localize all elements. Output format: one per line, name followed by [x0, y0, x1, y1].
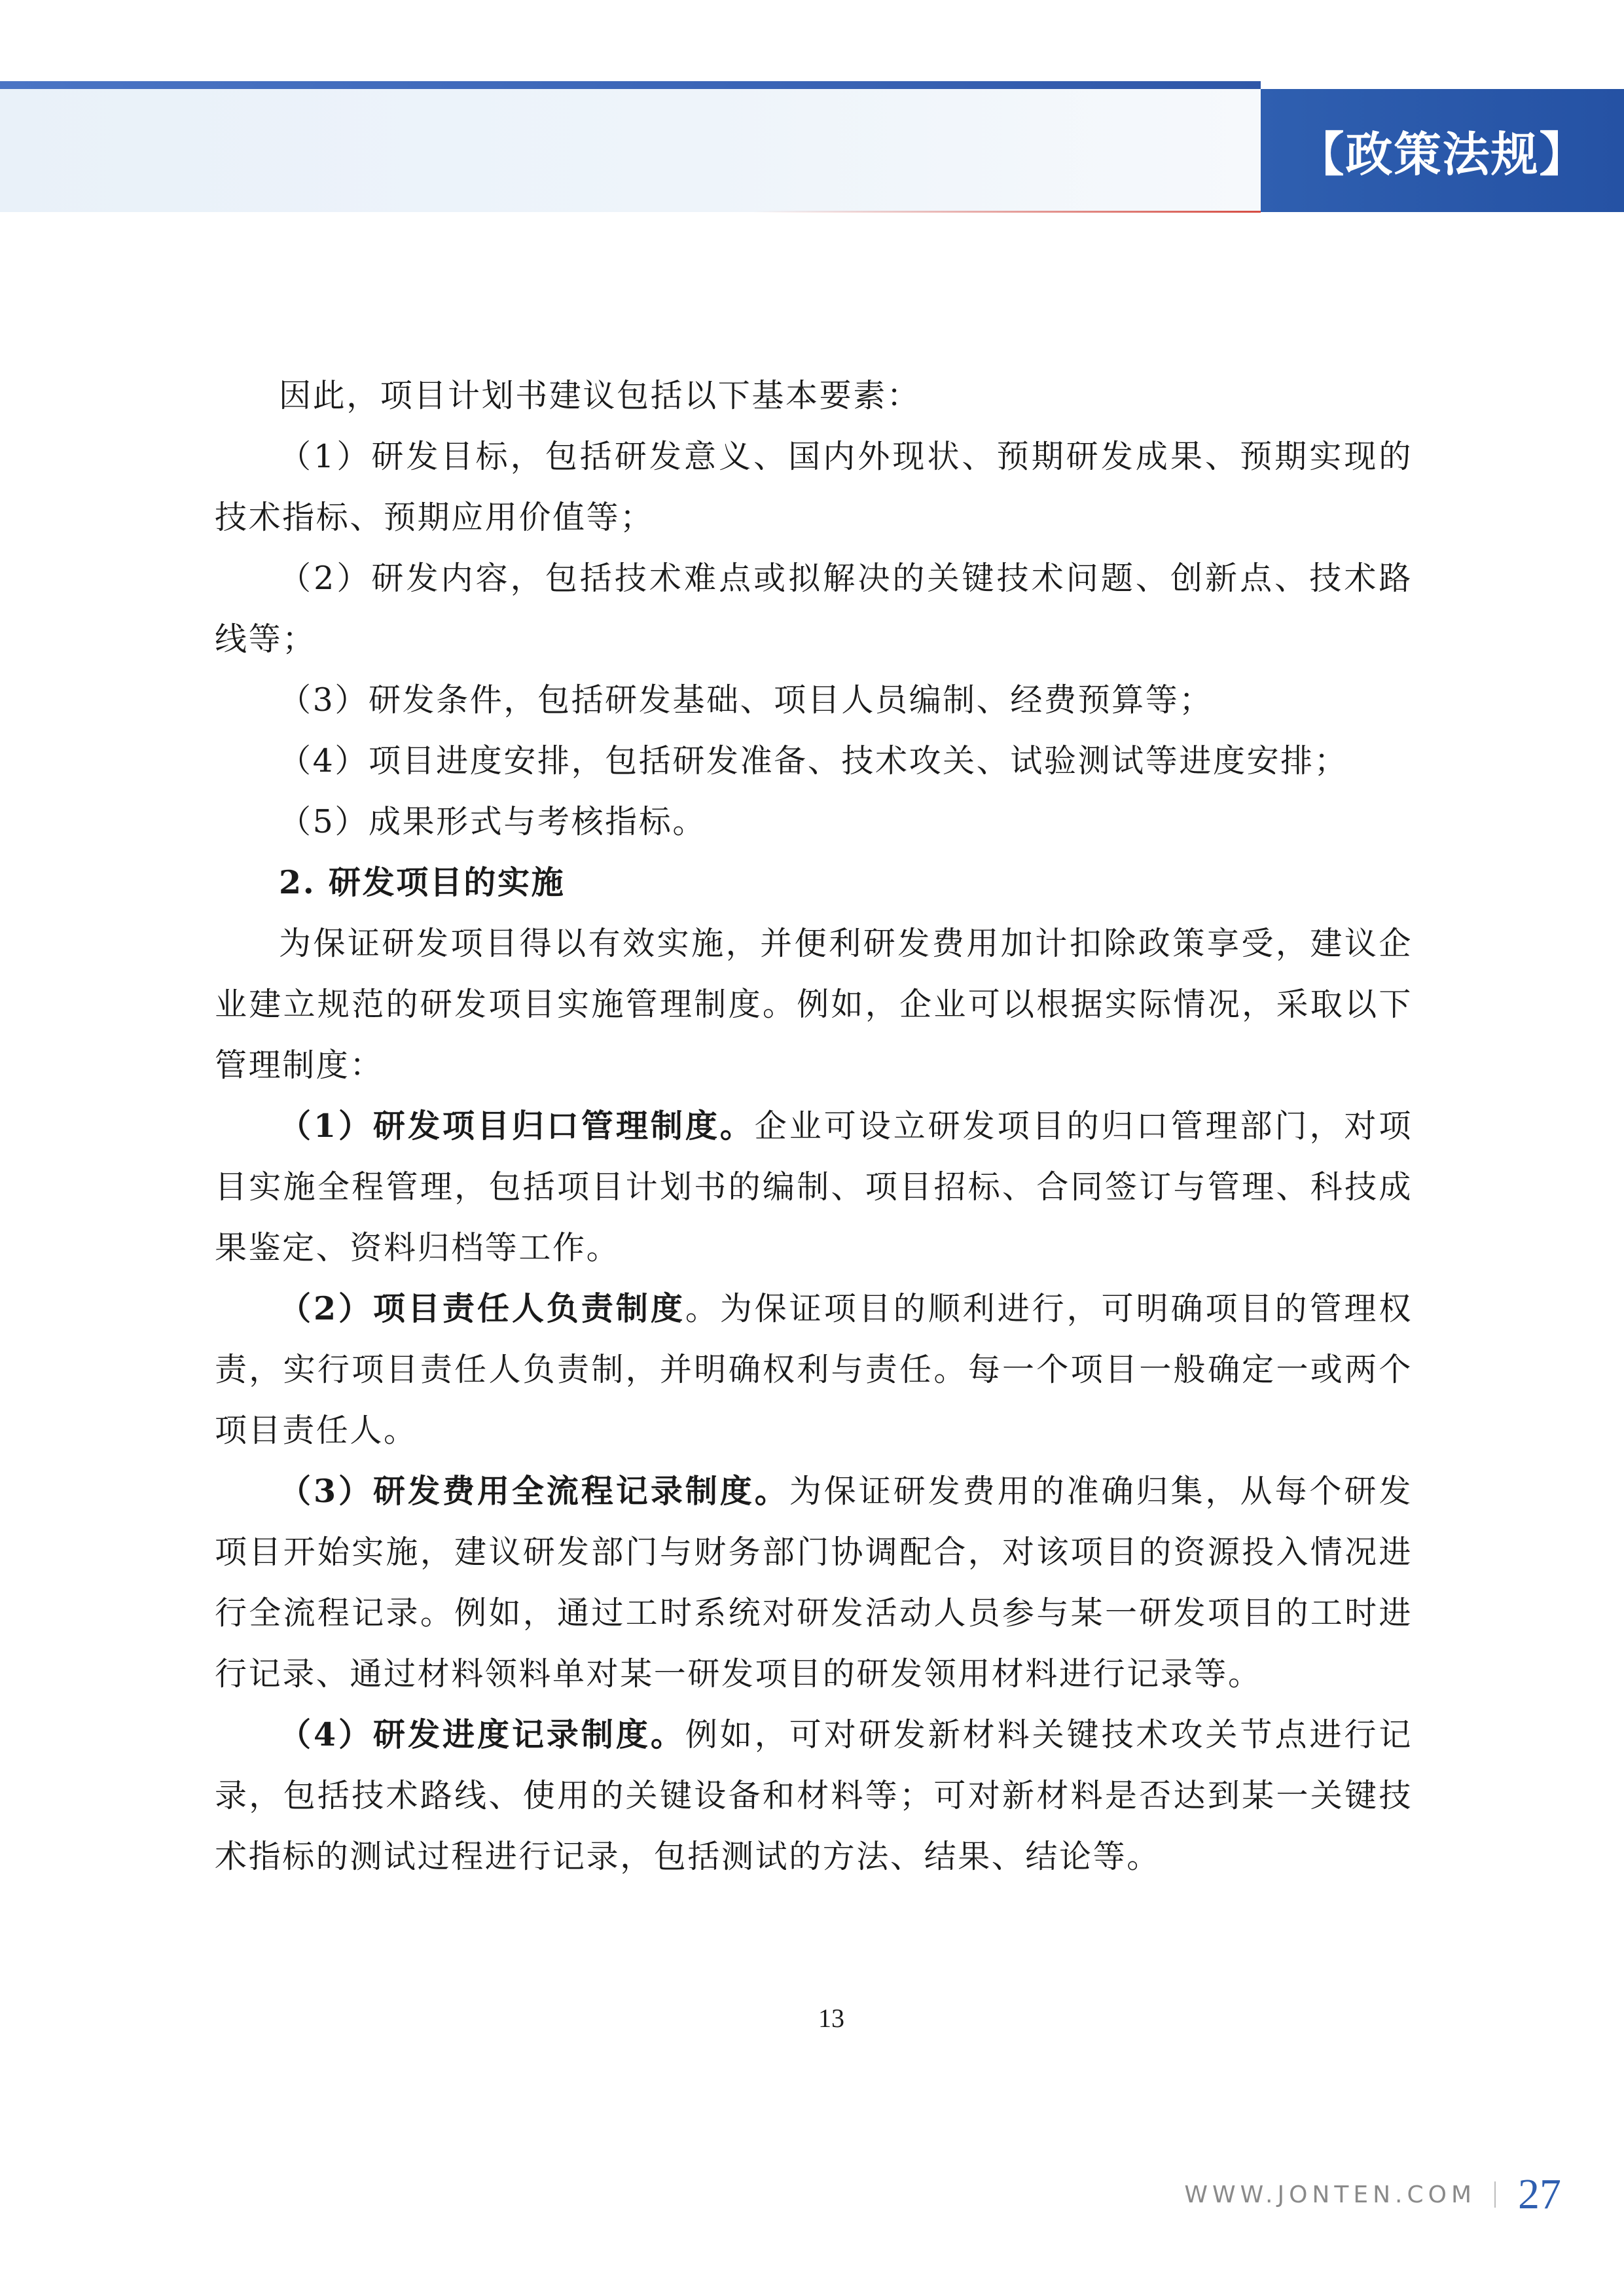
section-intro-paragraph: 为保证研发项目得以有效实施，并便利研发费用加计扣除政策享受，建议企业建立规范的研发项目实施管理制度。例如，企业可以根据实际情况，采取以下管理制度：	[215, 925, 1413, 1084]
requirement-item: （1）研发目标，包括研发意义、国内外现状、预期研发成果、预期实现的技术指标、预期应用价值等；	[215, 438, 1413, 536]
header-top-line	[0, 81, 1261, 89]
system-paragraph	[215, 1704, 1413, 1887]
system-title: （2）项目责任人负责制度	[279, 1289, 685, 1327]
page-footer	[1184, 2165, 1561, 2224]
website-link[interactable]: WWW.JONTEN.COM	[1184, 2181, 1476, 2208]
intro-paragraph: 因此，项目计划书建议包括以下基本要素：	[279, 377, 921, 414]
system-paragraph	[215, 1461, 1413, 1704]
system-title: （4）研发进度记录制度。	[279, 1715, 685, 1753]
requirement-item: （3）研发条件，包括研发基础、项目人员编制、经费预算等；	[279, 681, 1213, 719]
system-title: （1）研发项目归口管理制度。	[279, 1107, 755, 1145]
footer-divider	[1494, 2181, 1496, 2208]
page-number: 27	[1518, 2170, 1561, 2218]
header-band	[0, 89, 1261, 212]
system-paragraph	[215, 1096, 1413, 1278]
requirement-item: （4）项目进度安排，包括研发准备、技术攻关、试验测试等进度安排；	[279, 742, 1348, 780]
system-title: （3）研发费用全流程记录制度。	[279, 1472, 789, 1510]
requirement-item: （2）研发内容，包括技术难点或拟解决的关键技术问题、创新点、技术路线等；	[215, 560, 1413, 658]
system-text: 例如，可对研发新材料关键技术攻关节点进行记录，包括技术路线、使用的关键设备和材料等；可对新材料是否达到某一关键技术指标的测试过程进行记录，包括测试的方法、结果、结论等。	[215, 1716, 1413, 1875]
original-page-number: 13	[818, 2003, 844, 2033]
document-body	[215, 365, 1413, 1887]
requirement-item: （5）成果形式与考核指标。	[279, 803, 706, 840]
system-text: 企业可设立研发项目的归口管理部门，对项目实施全程管理，包括项目计划书的编制、项目招标、合同签订与管理、科技成果鉴定、资料归档等工作。	[215, 1107, 1413, 1266]
system-paragraph	[215, 1278, 1413, 1461]
section-heading: 2. 研发项目的实施	[279, 863, 566, 901]
system-text: 。为保证项目的顺利进行，可明确项目的管理权责，实行项目责任人负责制，并明确权利与责任。每一个项目一般确定一或两个项目责任人。	[215, 1290, 1413, 1449]
section-tag	[1261, 89, 1624, 212]
system-text: 为保证研发费用的准确归集，从每个研发项目开始实施，建议研发部门与财务部门协调配合，对该项目的资源投入情况进行全流程记录。例如，通过工时系统对研发活动人员参与某一研发项目的工时进行记录、通过材料领料单对某一研发项目的研发领用材料进行记录等。	[215, 1473, 1413, 1693]
section-tag-label: 【政策法规】	[1297, 127, 1588, 182]
header-accent-line	[753, 211, 1261, 213]
